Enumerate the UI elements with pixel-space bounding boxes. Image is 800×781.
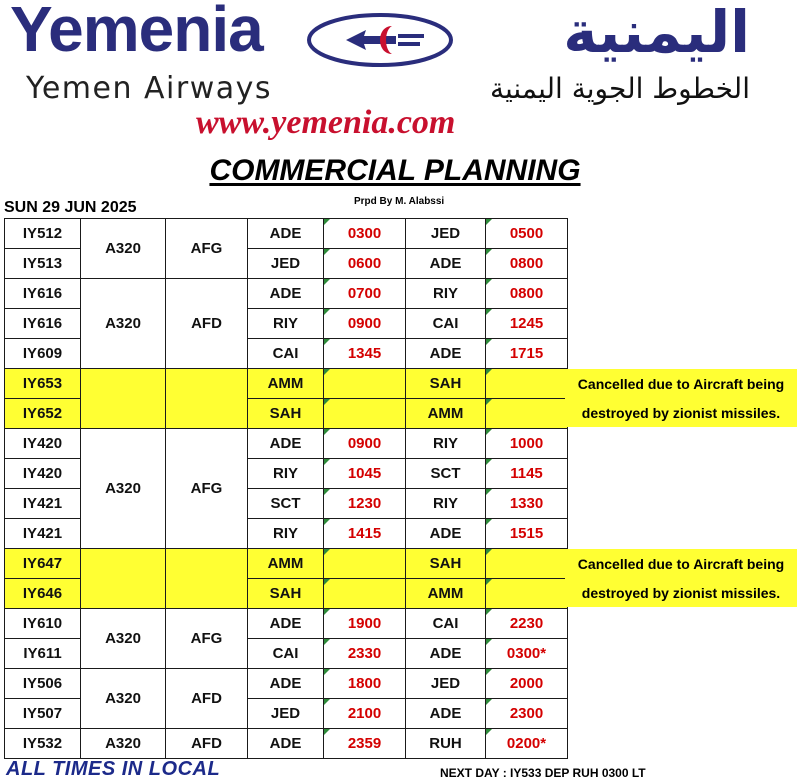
departure-time-cell: 0900 — [324, 429, 406, 459]
flight-number-cell: IY611 — [5, 639, 81, 669]
origin-cell: RIY — [248, 459, 324, 489]
table-row — [5, 609, 568, 639]
aircraft-type-cell — [81, 369, 166, 429]
arrival-time-cell: 1000 — [486, 429, 568, 459]
departure-time-cell: 0300 — [324, 219, 406, 249]
departure-time-cell — [324, 369, 406, 399]
destination-cell: RIY — [406, 429, 486, 459]
departure-time-cell: 1415 — [324, 519, 406, 549]
departure-time-cell: 0700 — [324, 279, 406, 309]
flight-number-cell: IY647 — [5, 549, 81, 579]
aircraft-type-cell: A320 — [81, 729, 166, 759]
flight-number-cell: IY506 — [5, 669, 81, 699]
aircraft-type-cell: A320 — [81, 219, 166, 279]
destination-cell: AMM — [406, 399, 486, 429]
arrival-time-cell: 0800 — [486, 279, 568, 309]
table-row — [5, 369, 568, 399]
origin-cell: SAH — [248, 579, 324, 609]
flight-number-cell: IY609 — [5, 339, 81, 369]
origin-cell: ADE — [248, 429, 324, 459]
table-row — [5, 669, 568, 699]
departure-time-cell: 1800 — [324, 669, 406, 699]
arrival-time-cell: 2000 — [486, 669, 568, 699]
arrival-time-cell: 0300* — [486, 639, 568, 669]
aircraft-type-cell: A320 — [81, 669, 166, 729]
origin-cell: RIY — [248, 519, 324, 549]
flight-number-cell: IY616 — [5, 309, 81, 339]
departure-time-cell: 2100 — [324, 699, 406, 729]
aircraft-type-cell: A320 — [81, 429, 166, 549]
flight-number-cell: IY512 — [5, 219, 81, 249]
flight-schedule-table — [4, 218, 568, 759]
aircraft-registration-cell: AFD — [166, 729, 248, 759]
origin-cell: AMM — [248, 369, 324, 399]
aircraft-registration-cell: AFG — [166, 219, 248, 279]
origin-cell: AMM — [248, 549, 324, 579]
destination-cell: ADE — [406, 249, 486, 279]
table-row — [5, 429, 568, 459]
origin-cell: ADE — [248, 219, 324, 249]
origin-cell: ADE — [248, 729, 324, 759]
aircraft-registration-cell — [166, 549, 248, 609]
arrival-time-cell — [486, 579, 568, 609]
flight-number-cell: IY532 — [5, 729, 81, 759]
airline-subtitle: Yemen Airways — [26, 71, 273, 106]
destination-cell: ADE — [406, 699, 486, 729]
aircraft-type-cell: A320 — [81, 279, 166, 369]
cancellation-note-line: Cancelled due to Aircraft being — [577, 375, 785, 392]
origin-cell: RIY — [248, 309, 324, 339]
destination-cell: SAH — [406, 369, 486, 399]
departure-time-cell: 2359 — [324, 729, 406, 759]
destination-cell: CAI — [406, 609, 486, 639]
arrival-time-cell: 1330 — [486, 489, 568, 519]
aircraft-registration-cell — [166, 369, 248, 429]
aircraft-registration-cell: AFD — [166, 279, 248, 369]
origin-cell: JED — [248, 699, 324, 729]
departure-time-cell — [324, 549, 406, 579]
prepared-by: Prpd By M. Alabssi — [354, 196, 445, 207]
table-row — [5, 279, 568, 309]
destination-cell: SCT — [406, 459, 486, 489]
arrival-time-cell: 2230 — [486, 609, 568, 639]
arrival-time-cell: 2300 — [486, 699, 568, 729]
logo-wordmark: Yemenia — [10, 0, 263, 65]
destination-cell: SAH — [406, 549, 486, 579]
origin-cell: ADE — [248, 279, 324, 309]
arrival-time-cell: 0200* — [486, 729, 568, 759]
cancellation-note-line: destroyed by zionist missiles. — [581, 584, 781, 601]
cancellation-note — [565, 549, 797, 607]
origin-cell: SCT — [248, 489, 324, 519]
destination-cell: ADE — [406, 339, 486, 369]
departure-time-cell: 2330 — [324, 639, 406, 669]
arrival-time-cell — [486, 399, 568, 429]
flight-number-cell: IY513 — [5, 249, 81, 279]
airline-subtitle-arabic: الخطوط الجوية اليمنية — [489, 72, 750, 105]
times-note: ALL TIMES IN LOCAL — [6, 758, 221, 780]
departure-time-cell: 0900 — [324, 309, 406, 339]
departure-time-cell — [324, 579, 406, 609]
destination-cell: RUH — [406, 729, 486, 759]
destination-cell: JED — [406, 219, 486, 249]
flight-number-cell: IY652 — [5, 399, 81, 429]
origin-cell: CAI — [248, 639, 324, 669]
flight-number-cell: IY653 — [5, 369, 81, 399]
aircraft-registration-cell: AFD — [166, 669, 248, 729]
website-link[interactable]: www.yemenia.com — [196, 104, 456, 141]
origin-cell: JED — [248, 249, 324, 279]
destination-cell: JED — [406, 669, 486, 699]
cancellation-note-line: destroyed by zionist missiles. — [581, 404, 781, 421]
aircraft-type-cell: A320 — [81, 609, 166, 669]
origin-cell: ADE — [248, 609, 324, 639]
flight-number-cell: IY421 — [5, 519, 81, 549]
cancellation-note-line: Cancelled due to Aircraft being — [577, 555, 785, 572]
origin-cell: CAI — [248, 339, 324, 369]
aircraft-type-cell — [81, 549, 166, 609]
flight-number-cell: IY646 — [5, 579, 81, 609]
next-day-note: NEXT DAY : IY533 DEP RUH 0300 LT — [440, 766, 646, 780]
flight-number-cell: IY421 — [5, 489, 81, 519]
table-row — [5, 729, 568, 759]
page-title: COMMERCIAL PLANNING — [209, 154, 581, 187]
airline-emblem-icon — [306, 12, 454, 68]
departure-time-cell: 1045 — [324, 459, 406, 489]
flight-number-cell: IY610 — [5, 609, 81, 639]
destination-cell: RIY — [406, 279, 486, 309]
destination-cell: ADE — [406, 639, 486, 669]
destination-cell: CAI — [406, 309, 486, 339]
arrival-time-cell: 1245 — [486, 309, 568, 339]
schedule-date: SUN 29 JUN 2025 — [4, 199, 137, 216]
arrival-time-cell: 1715 — [486, 339, 568, 369]
arrival-time-cell: 0500 — [486, 219, 568, 249]
table-row — [5, 549, 568, 579]
flight-number-cell: IY616 — [5, 279, 81, 309]
destination-cell: AMM — [406, 579, 486, 609]
arrival-time-cell: 1145 — [486, 459, 568, 489]
arrival-time-cell — [486, 549, 568, 579]
cancellation-note — [565, 369, 797, 427]
departure-time-cell: 1345 — [324, 339, 406, 369]
departure-time-cell: 0600 — [324, 249, 406, 279]
flight-number-cell: IY420 — [5, 429, 81, 459]
departure-time-cell: 1230 — [324, 489, 406, 519]
departure-time-cell: 1900 — [324, 609, 406, 639]
origin-cell: SAH — [248, 399, 324, 429]
destination-cell: RIY — [406, 489, 486, 519]
logo-wordmark-arabic: اليمنية — [563, 0, 750, 66]
flight-number-cell: IY420 — [5, 459, 81, 489]
flight-number-cell: IY507 — [5, 699, 81, 729]
arrival-time-cell: 1515 — [486, 519, 568, 549]
arrival-time-cell: 0800 — [486, 249, 568, 279]
origin-cell: ADE — [248, 669, 324, 699]
aircraft-registration-cell: AFG — [166, 429, 248, 549]
destination-cell: ADE — [406, 519, 486, 549]
table-row — [5, 219, 568, 249]
arrival-time-cell — [486, 369, 568, 399]
departure-time-cell — [324, 399, 406, 429]
aircraft-registration-cell: AFG — [166, 609, 248, 669]
